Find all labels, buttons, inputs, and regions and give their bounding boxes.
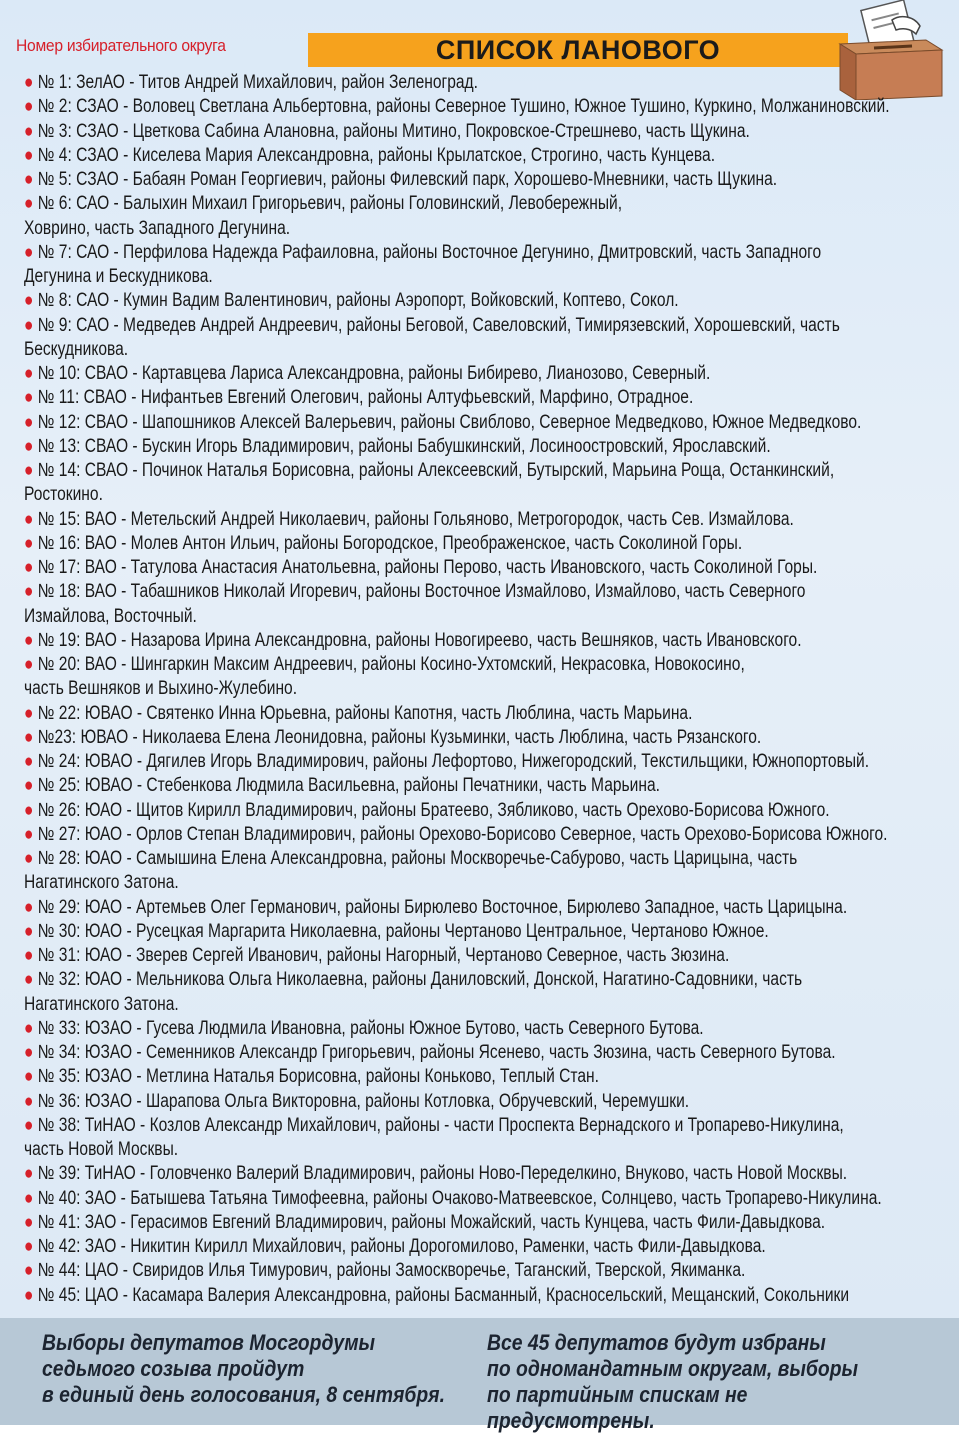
district-text: № 33: ЮЗАО - Гусева Людмила Ивановна, районы Южное Бутово, часть Северного Бутова. — [37, 1017, 704, 1039]
district-entry — [24, 192, 942, 241]
district-entry — [24, 411, 942, 435]
district-text: № 29: ЮАО - Артемьев Олег Германович, районы Бирюлево Восточное, Бирюлево Западное, часть Царицына. — [37, 896, 848, 918]
district-text: № 25: ЮВАО - Стебенкова Людмила Васильевна, районы Печатники, часть Марьина. — [37, 775, 660, 797]
district-entry — [24, 1235, 942, 1259]
district-entry — [24, 920, 942, 944]
district-entry — [24, 896, 942, 920]
bullet-icon: ● — [24, 169, 38, 190]
bullet-icon: ● — [24, 702, 38, 724]
district-entry — [24, 508, 942, 532]
district-entry — [24, 1162, 942, 1186]
district-entry — [24, 1284, 942, 1308]
district-text: № 40: ЗАО - Батышева Татьяна Тимофеевна, районы Очаково-Матвеевское, Солнцево, часть Тропарево-Никулина. — [37, 1187, 882, 1209]
district-text: № 15: ВАО - Метельский Андрей Николаевич, районы Гольяново, Метрогородок, часть Сев. Измайлова. — [37, 508, 794, 530]
district-text: № 38: ТиНАО - Козлов Александр Михайлович, районы - части Проспекта Вернадского и Тропарево-Никулина, часть Новой Москвы. — [24, 1114, 844, 1160]
bullet-icon: ● — [24, 144, 38, 166]
bullet-icon: ● — [24, 726, 38, 748]
district-entry — [24, 435, 942, 459]
district-text: № 2: СЗАО - Воловец Светлана Альбертовна, районы Северное Тушино, Южное Тушино, Куркино, Молжаниновский. — [37, 96, 890, 118]
district-text: № 36: ЮЗАО - Шарапова Ольга Викторовна, районы Котловка, Обручевский, Черемушки. — [37, 1090, 690, 1112]
bullet-icon: ● — [24, 1017, 38, 1039]
district-entry — [24, 95, 942, 119]
bullet-icon: ● — [24, 1187, 38, 1209]
district-text: № 12: СВАО - Шапошников Алексей Валерьевич, районы Свиблово, Северное Медведково, Южное Медведково. — [37, 411, 862, 433]
district-number-label: Номер избирательного округа — [16, 36, 226, 55]
bullet-icon: ● — [24, 120, 38, 142]
bullet-icon: ● — [24, 799, 38, 821]
district-entry — [24, 1259, 942, 1283]
district-text: № 4: СЗАО - Киселева Мария Александровна, районы Крылатское, Строгино, часть Кунцева. — [37, 144, 716, 166]
bullet-icon: ● — [24, 435, 38, 457]
district-text: № 19: ВАО - Назарова Ирина Александровна, районы Новогиреево, часть Вешняков, часть Ивановского. — [37, 629, 802, 651]
bullet-icon: ● — [24, 920, 38, 942]
district-entry — [24, 71, 942, 95]
bullet-icon: ● — [24, 460, 38, 481]
district-text: № 41: ЗАО - Герасимов Евгений Владимирович, районы Можайский, часть Кунцева, часть Фили-Давыдкова. — [37, 1211, 826, 1233]
district-entry — [24, 459, 942, 508]
district-entry — [24, 241, 942, 290]
district-entry — [24, 144, 942, 168]
district-entry — [24, 386, 942, 410]
footer-note-right: Все 45 депутатов будут избраны по одномандатным округам, выборы по партийным спискам не предусмотрены. — [487, 1330, 859, 1433]
footer — [0, 1318, 959, 1433]
district-entry — [24, 799, 942, 823]
bullet-icon: ● — [24, 363, 38, 384]
district-entry — [24, 750, 942, 774]
district-text: № 14: СВАО - Починок Наталья Борисовна, районы Алексеевский, Бутырский, Марьина Роща, Останкинский, Ростокино. — [24, 460, 835, 506]
district-text: № 17: ВАО - Татулова Анастасия Анатольевна, районы Перово, часть Ивановского, часть Соколиной Горы. — [37, 557, 818, 578]
district-text: № 5: СЗАО - Бабаян Роман Георгиевич, районы Филевский парк, Хорошево-Мневники, часть Щукина. — [37, 169, 778, 190]
bullet-icon: ● — [24, 1236, 38, 1257]
district-text: № 39: ТиНАО - Головченко Валерий Владимирович, районы Ново-Переделкино, Внуково, часть Новой Москвы. — [37, 1163, 848, 1185]
bullet-icon: ● — [24, 411, 38, 433]
district-entry — [24, 774, 942, 798]
district-text: №23: ЮВАО - Николаева Елена Леонидовна, районы Кузьминки, часть Люблина, часть Рязанского. — [37, 726, 762, 748]
bullet-icon: ● — [24, 241, 38, 263]
bullet-icon: ● — [24, 969, 38, 991]
district-entry — [24, 1114, 942, 1163]
bullet-icon: ● — [24, 1260, 38, 1282]
bullet-icon: ● — [24, 896, 38, 918]
bullet-icon: ● — [24, 848, 38, 869]
district-text: № 8: САО - Кумин Вадим Валентинович, районы Аэропорт, Войковский, Коптево, Сокол. — [37, 290, 679, 312]
bullet-icon: ● — [24, 1042, 38, 1063]
district-entry — [24, 556, 942, 580]
district-entry — [24, 314, 942, 363]
bullet-icon: ● — [24, 532, 38, 554]
district-entry — [24, 1090, 942, 1114]
district-text: № 11: СВАО - Нифантьев Евгений Олегович, районы Алтуфьевский, Марфино, Отрадное. — [37, 387, 694, 409]
bullet-icon: ● — [24, 1066, 38, 1088]
district-entry — [24, 168, 942, 192]
title-bar — [308, 33, 848, 67]
header — [0, 0, 959, 70]
district-text: № 42: ЗАО - Никитин Кирилл Михайлович, районы Дорогомилово, Раменки, часть Фили-Давыдкова. — [37, 1236, 766, 1257]
district-text: № 24: ЮВАО - Дягилев Игорь Владимирович, районы Лефортово, Нижегородский, Текстильщики, Южнопортовый. — [37, 751, 870, 772]
district-entry — [24, 580, 942, 629]
district-text: № 35: ЮЗАО - Метлина Наталья Борисовна, районы Коньково, Теплый Стан. — [37, 1066, 599, 1088]
district-text: № 9: САО - Медведев Андрей Андреевич, районы Беговой, Савеловский, Тимирязевский, Хорошевский, часть Бескудникова. — [24, 314, 840, 360]
bullet-icon: ● — [24, 1211, 38, 1233]
district-text: № 28: ЮАО - Самышина Елена Александровна, районы Москворечье-Сабурово, часть Царицына, часть Нагатинского Затона. — [24, 848, 798, 894]
bullet-icon: ● — [24, 823, 38, 845]
bullet-icon: ● — [24, 1114, 38, 1136]
bullet-icon: ● — [24, 654, 38, 675]
district-entry — [24, 1017, 942, 1041]
district-entry — [24, 629, 942, 653]
bullet-icon: ● — [24, 96, 38, 118]
district-text: № 26: ЮАО - Щитов Кирилл Владимирович, районы Братеево, Зябликово, часть Орехово-Борисова Южного. — [37, 799, 830, 821]
bullet-icon: ● — [24, 1284, 38, 1306]
bullet-icon: ● — [24, 193, 38, 215]
district-text: № 16: ВАО - Молев Антон Ильич, районы Богородское, Преображенское, часть Соколиной Горы. — [37, 532, 743, 554]
district-text: № 27: ЮАО - Орлов Степан Владимирович, районы Орехово-Борисово Северное, часть Орехово-Борисова Южного. — [37, 823, 888, 845]
district-text: № 22: ЮВАО - Святенко Инна Юрьевна, районы Капотня, часть Люблина, часть Марьина. — [37, 702, 693, 724]
district-text: № 32: ЮАО - Мельникова Ольга Николаевна, районы Даниловский, Донской, Нагатино-Садовники, часть Нагатинского Затона. — [24, 969, 803, 1015]
bullet-icon: ● — [24, 314, 38, 336]
district-entry — [24, 823, 942, 847]
page-title: СПИСОК ЛАНОВОГО — [435, 35, 721, 65]
district-entry — [24, 653, 942, 702]
bullet-icon: ● — [24, 1090, 38, 1112]
district-entry — [24, 1065, 942, 1089]
district-entry — [24, 120, 942, 144]
district-entry — [24, 847, 942, 896]
district-text: № 44: ЦАО - Свиридов Илья Тимурович, районы Замоскворечье, Таганский, Тверской, Якиманка. — [37, 1260, 746, 1282]
district-entry — [24, 944, 942, 968]
bullet-icon: ● — [24, 751, 38, 772]
district-entry — [24, 1211, 942, 1235]
district-entry — [24, 289, 942, 313]
district-text: № 45: ЦАО - Касамара Валерия Александровна, районы Басманный, Красносельский, Мещанский, Сокольники — [37, 1284, 850, 1306]
district-entry — [24, 1187, 942, 1211]
district-entry — [24, 702, 942, 726]
bullet-icon: ● — [24, 387, 38, 409]
district-text: № 6: САО - Балыхин Михаил Григорьевич, районы Головинский, Левобережный, Ховрино, часть Западного Дегунина. — [24, 193, 623, 239]
district-text: № 18: ВАО - Табашников Николай Игоревич, районы Восточное Измайлово, Измайлово, часть Северного Измайлова, Восточный. — [24, 581, 806, 627]
district-text: № 34: ЮЗАО - Семенников Александр Григорьевич, районы Ясенево, часть Зюзина, часть Северного Бутова. — [37, 1042, 836, 1063]
district-entry — [24, 532, 942, 556]
district-entry — [24, 726, 942, 750]
district-text: № 13: СВАО - Бускин Игорь Владимирович, районы Бабушкинский, Лосиноостровский, Ярославский. — [37, 435, 771, 457]
district-text: № 1: ЗелАО - Титов Андрей Михайлович, район Зеленоград. — [37, 72, 478, 93]
district-list — [24, 71, 944, 1308]
district-entry — [24, 968, 942, 1017]
district-entry — [24, 1041, 942, 1065]
district-text: № 30: ЮАО - Русецкая Маргарита Николаевна, районы Чертаново Центральное, Чертаново Южное. — [37, 920, 769, 942]
bullet-icon: ● — [24, 72, 38, 93]
footer-note-left: Выборы депутатов Мосгордумы седьмого созыва пройдут в единый день голосования, 8 сентября. — [42, 1330, 445, 1407]
district-text: № 3: СЗАО - Цветкова Сабина Алановна, районы Митино, Покровское-Стрешнево, часть Щукина. — [37, 120, 750, 142]
bullet-icon: ● — [24, 775, 38, 797]
district-text: № 31: ЮАО - Зверев Сергей Иванович, районы Нагорный, Чертаново Северное, часть Зюзина. — [37, 945, 730, 966]
district-entry — [24, 362, 942, 386]
bullet-icon: ● — [24, 508, 38, 530]
district-text: № 20: ВАО - Шингаркин Максим Андреевич, районы Косино-Ухтомский, Некрасовка, Новокосино, часть Вешняков и Выхино-Жулебино. — [24, 654, 745, 700]
bullet-icon: ● — [24, 581, 38, 603]
bullet-icon: ● — [24, 557, 38, 578]
bullet-icon: ● — [24, 629, 38, 651]
bullet-icon: ● — [24, 1163, 38, 1185]
bullet-icon: ● — [24, 290, 38, 312]
bullet-icon: ● — [24, 945, 38, 966]
district-text: № 10: СВАО - Картавцева Лариса Александровна, районы Бибирево, Лианозово, Северный. — [37, 363, 711, 384]
district-text: № 7: САО - Перфилова Надежда Рафаиловна, районы Восточное Дегунино, Дмитровский, часть Западного Дегунина и Бескудникова. — [24, 241, 822, 287]
